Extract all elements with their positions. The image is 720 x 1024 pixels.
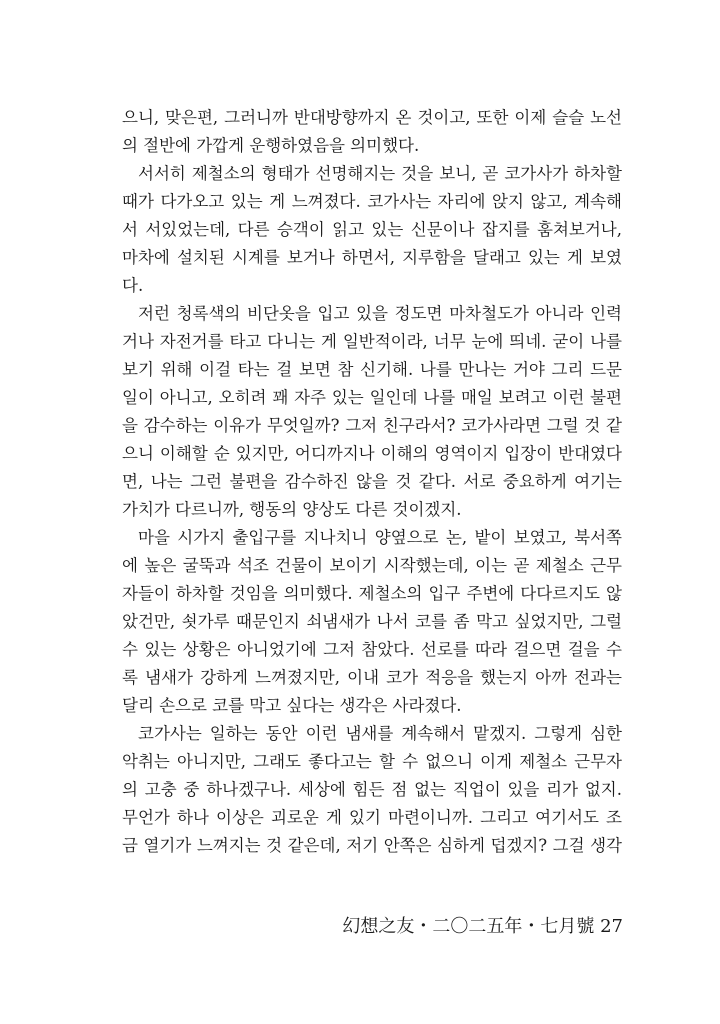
text-line: 면, 나는 그런 불편을 감수하진 않을 것 같다. 서로 중요하게 여기는 xyxy=(122,472,622,491)
text-line: 코가사는 일하는 동안 이런 냄새를 계속해서 맡겠지. 그렇게 심한 xyxy=(138,724,622,743)
text-line: 의 절반에 가깝게 운행하였음을 의미했다. xyxy=(122,136,420,155)
text-line: 무언가 하나 이상은 괴로운 게 있기 마련이니까. 그리고 여기서도 조 xyxy=(122,808,622,827)
text-line: 일이 아니고, 오히려 꽤 자주 있는 일인데 나를 매일 보려고 이런 불편 xyxy=(122,388,622,407)
text-line: 때가 다가오고 있는 게 느껴졌다. 코가사는 자리에 앉지 않고, 계속해 xyxy=(122,192,622,211)
text-line: 에 높은 굴뚝과 석조 건물이 보이기 시작했는데, 이는 곧 제철소 근무 xyxy=(122,556,622,575)
text-line: 거나 자전거를 타고 다니는 게 일반적이라, 너무 눈에 띄네. 굳이 나를 xyxy=(122,332,622,351)
text-line: 의 고충 중 하나겠구나. 세상에 힘든 점 없는 직업이 있을 리가 없지. xyxy=(122,780,622,799)
text-line: 을 감수하는 이유가 무엇일까? 그저 친구라서? 코가사라면 그럴 것 같 xyxy=(122,416,622,435)
text-line: 마을 시가지 출입구를 지나치니 양옆으로 논, 밭이 보였고, 북서쪽 xyxy=(138,528,622,547)
page-footer: 幻想之友・二〇二五年・七月號 27 xyxy=(342,916,623,937)
text-line: 악취는 아니지만, 그래도 좋다고는 할 수 없으니 이게 제철소 근무자 xyxy=(122,752,622,771)
text-line: 마차에 설치된 시계를 보거나 하면서, 지루함을 달래고 있는 게 보였 xyxy=(122,248,622,267)
text-line: 보기 위해 이걸 타는 걸 보면 참 신기해. 나를 만나는 거야 그리 드문 xyxy=(122,360,622,379)
text-line: 저런 청록색의 비단옷을 입고 있을 정도면 마차철도가 아니라 인력 xyxy=(138,304,622,323)
text-line: 가치가 다르니까, 행동의 양상도 다른 것이겠지. xyxy=(122,500,462,519)
text-line: 서 서있었는데, 다른 승객이 읽고 있는 신문이나 잡지를 훔쳐보거나, xyxy=(122,220,622,239)
text-line: 자들이 하차할 것임을 의미했다. 제철소의 입구 주변에 다다르지도 않 xyxy=(122,584,622,603)
text-line: 서서히 제철소의 형태가 선명해지는 것을 보니, 곧 코가사가 하차할 xyxy=(138,164,622,183)
text-line: 으니, 맞은편, 그러니까 반대방향까지 온 것이고, 또한 이제 슬슬 노선 xyxy=(122,108,622,127)
text-line: 록 냄새가 강하게 느껴졌지만, 이내 코가 적응을 했는지 아까 전과는 xyxy=(122,668,622,687)
text-line: 다. xyxy=(122,276,144,295)
text-line: 으니 이해할 순 있지만, 어디까지나 이해의 영역이지 입장이 반대였다 xyxy=(122,444,622,463)
text-line: 았건만, 쇳가루 때문인지 쇠냄새가 나서 코를 좀 막고 싶었지만, 그럴 xyxy=(122,612,622,631)
text-line: 달리 손으로 코를 막고 싶다는 생각은 사라졌다. xyxy=(122,696,462,715)
text-line: 수 있는 상황은 아니었기에 그저 참았다. 선로를 따라 걸으면 걸을 수 xyxy=(122,640,622,659)
text-line: 금 열기가 느껴지는 것 같은데, 저기 안쪽은 심하게 덥겠지? 그걸 생각 xyxy=(122,836,622,855)
